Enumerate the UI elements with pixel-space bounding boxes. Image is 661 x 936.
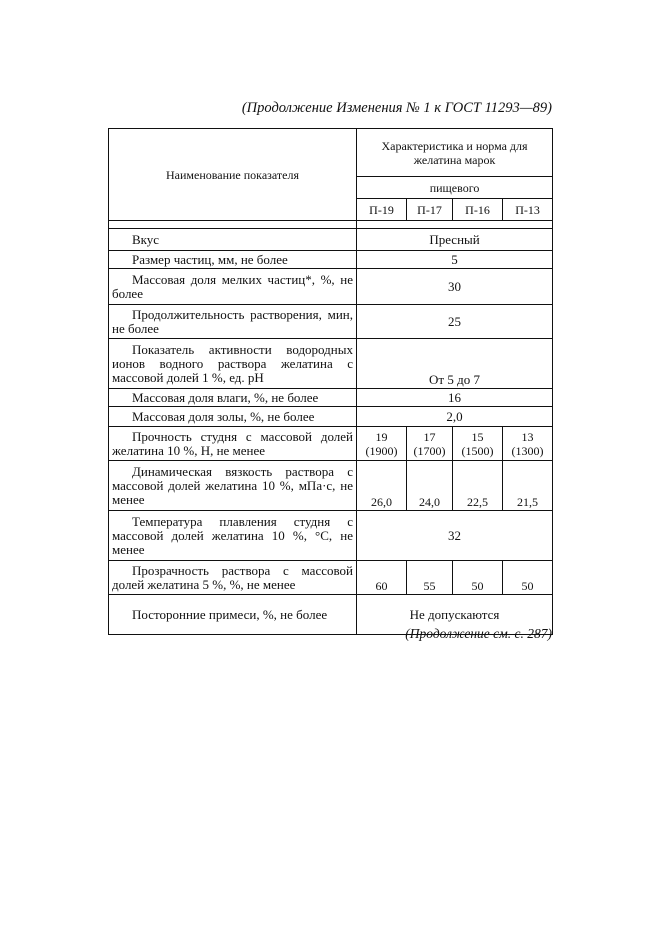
indicator-name: Прозрачность раствора с массовой долей желатина 5 %, %, не менее bbox=[109, 561, 357, 595]
header-note: (Продолжение Изменения № 1 к ГОСТ 11293—89) bbox=[241, 100, 552, 116]
indicator-name: Продолжительность растворения, мин, не более bbox=[109, 305, 357, 339]
indicator-value: 30 bbox=[357, 269, 553, 305]
indicator-name: Температура плавления студня с массовой долей желатина 10 %, °С, не менее bbox=[109, 511, 357, 561]
grade-header: П-16 bbox=[453, 199, 503, 221]
subheader: пищевого bbox=[357, 177, 553, 199]
table-row bbox=[109, 561, 553, 595]
indicator-value: 19 (1900) bbox=[357, 427, 407, 461]
grade-header: П-13 bbox=[503, 199, 553, 221]
indicator-value: 55 bbox=[407, 561, 453, 595]
indicator-name: Прочность студня с массовой долей желатина 10 %, Н, не менее bbox=[109, 427, 357, 461]
indicator-value: 32 bbox=[357, 511, 553, 561]
indicator-value: 25 bbox=[357, 305, 553, 339]
col-char-header: Характеристика и норма для желатина марок bbox=[357, 129, 553, 177]
table-row bbox=[109, 251, 553, 269]
indicator-value: 60 bbox=[357, 561, 407, 595]
indicator-name: Вкус bbox=[109, 229, 357, 251]
indicator-name: Массовая доля мелких частиц*, %, не более bbox=[109, 269, 357, 305]
footer-note: (Продолжение см. с. 287) bbox=[405, 626, 552, 641]
indicators-table bbox=[108, 128, 553, 635]
indicator-name: Размер частиц, мм, не более bbox=[109, 251, 357, 269]
indicator-value: 13 (1300) bbox=[503, 427, 553, 461]
table-row bbox=[109, 461, 553, 511]
indicator-name: Массовая доля золы, %, не более bbox=[109, 407, 357, 427]
table-row bbox=[109, 389, 553, 407]
table-row bbox=[109, 269, 553, 305]
indicator-value: 24,0 bbox=[407, 461, 453, 511]
indicator-value: 16 bbox=[357, 389, 553, 407]
table-row bbox=[109, 339, 553, 389]
indicator-value: 22,5 bbox=[453, 461, 503, 511]
indicator-value: 15 (1500) bbox=[453, 427, 503, 461]
table-row bbox=[109, 229, 553, 251]
indicator-value: 5 bbox=[357, 251, 553, 269]
indicator-name: Динамическая вязкость раствора с массовой долей желатина 10 %, мПа·с, не менее bbox=[109, 461, 357, 511]
indicator-name: Показатель активности водородных ионов водного раствора желатина с массовой долей 1 %, ед. pH bbox=[109, 339, 357, 389]
indicator-value: 17 (1700) bbox=[407, 427, 453, 461]
indicator-value: 2,0 bbox=[357, 407, 553, 427]
indicator-value: 21,5 bbox=[503, 461, 553, 511]
indicator-value: От 5 до 7 bbox=[357, 339, 553, 389]
indicator-name: Посторонние примеси, %, не более bbox=[109, 595, 357, 635]
col-name-header: Наименование показателя bbox=[109, 129, 357, 221]
table-row bbox=[109, 305, 553, 339]
grade-header: П-19 bbox=[357, 199, 407, 221]
table-row bbox=[109, 427, 553, 461]
indicator-value: 50 bbox=[453, 561, 503, 595]
indicator-value: 26,0 bbox=[357, 461, 407, 511]
indicator-value: Пресный bbox=[357, 229, 553, 251]
indicator-value: Не допускаются bbox=[357, 595, 553, 635]
indicator-name: Массовая доля влаги, %, не более bbox=[109, 389, 357, 407]
table-row bbox=[109, 511, 553, 561]
indicator-value: 50 bbox=[503, 561, 553, 595]
grade-header: П-17 bbox=[407, 199, 453, 221]
table-row bbox=[109, 407, 553, 427]
